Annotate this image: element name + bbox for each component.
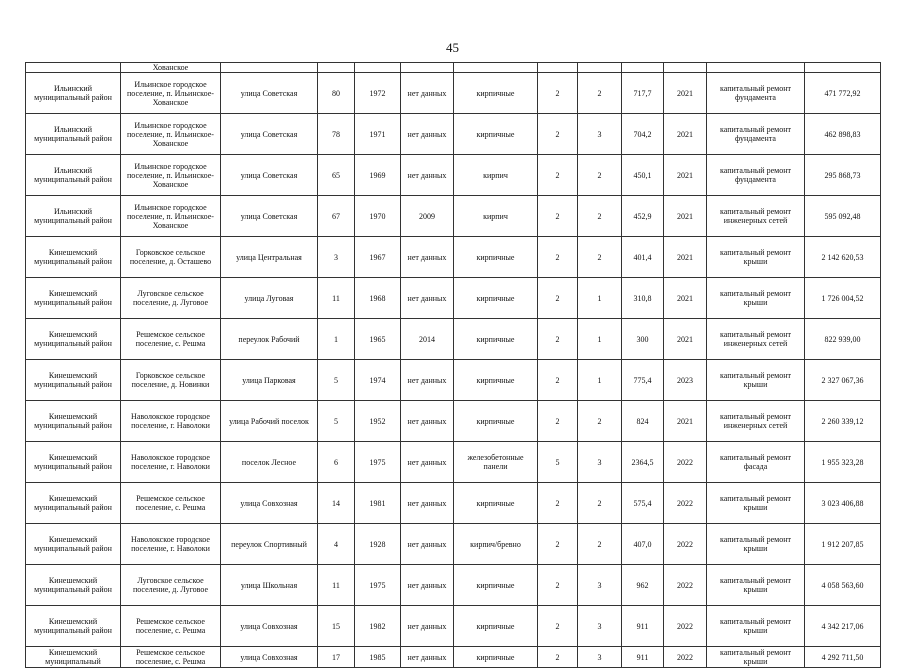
cell-district: Ильинский муниципальный район — [26, 155, 121, 196]
cell-settlement: Горковское сельское поселение, д. Осташево — [121, 237, 221, 278]
cell-cost: 4 292 711,50 — [805, 647, 881, 668]
cell-walls: кирпичные — [454, 237, 538, 278]
cell-built: 1975 — [355, 442, 401, 483]
cell-settlement: Наволокское городское поселение, г. Наволоки — [121, 524, 221, 565]
cell-entrances: 2 — [578, 155, 622, 196]
cell-house: 14 — [318, 483, 355, 524]
cell-work: капитальный ремонт фасада — [707, 442, 805, 483]
cell-area: 401,4 — [622, 237, 664, 278]
cell-street: улица Совхозная — [221, 647, 318, 668]
cell-year: 2022 — [664, 647, 707, 668]
cell-walls: кирпичные — [454, 565, 538, 606]
cell-floors: 2 — [538, 319, 578, 360]
cell-house: 80 — [318, 73, 355, 114]
cell-settlement: Ильинское городское поселение, п. Ильинское-Хованское — [121, 114, 221, 155]
cell-area: 300 — [622, 319, 664, 360]
cell-district: Кинешемский муниципальный район — [26, 237, 121, 278]
cell-cost: 1 912 207,85 — [805, 524, 881, 565]
cell-work: капитальный ремонт инженерных сетей — [707, 401, 805, 442]
table-row — [26, 360, 881, 401]
cell-cost: 3 023 406,88 — [805, 483, 881, 524]
cell-street: улица Совхозная — [221, 483, 318, 524]
cell-year: 2021 — [664, 401, 707, 442]
cell-reconstructed: нет данных — [401, 565, 454, 606]
cell-house: 5 — [318, 401, 355, 442]
cell-reconstructed: нет данных — [401, 237, 454, 278]
cell-area: 717,7 — [622, 73, 664, 114]
cell-area: 450,1 — [622, 155, 664, 196]
cell-settlement: Решемское сельское поселение, с. Решма — [121, 483, 221, 524]
cell-year: 2023 — [664, 360, 707, 401]
cell-walls: кирпич — [454, 155, 538, 196]
cell-year: 2022 — [664, 565, 707, 606]
cell-entrances: 3 — [578, 442, 622, 483]
cell-area: 310,8 — [622, 278, 664, 319]
cell-settlement: Ильинское городское поселение, п. Ильинское-Хованское — [121, 73, 221, 114]
cell-work: капитальный ремонт крыши — [707, 524, 805, 565]
cell-reconstructed: нет данных — [401, 360, 454, 401]
cell-house: 4 — [318, 524, 355, 565]
cell-district: Ильинский муниципальный район — [26, 114, 121, 155]
cell-year: 2022 — [664, 606, 707, 647]
cell-built: 1969 — [355, 155, 401, 196]
cell-district: Ильинский муниципальный район — [26, 196, 121, 237]
cell-cost: 2 327 067,36 — [805, 360, 881, 401]
cell-cost: 471 772,92 — [805, 73, 881, 114]
cell-floors: 2 — [538, 565, 578, 606]
cell-walls: кирпичные — [454, 278, 538, 319]
cell-walls: кирпичные — [454, 319, 538, 360]
cell-entrances: 3 — [578, 647, 622, 668]
cell-year: 2022 — [664, 483, 707, 524]
cell-entrances: 2 — [578, 483, 622, 524]
cell-cost: 4 342 217,06 — [805, 606, 881, 647]
cell-reconstructed: нет данных — [401, 606, 454, 647]
cell-area: 962 — [622, 565, 664, 606]
cell-house: 17 — [318, 647, 355, 668]
cell-entrances: 1 — [578, 278, 622, 319]
cell-built: 1952 — [355, 401, 401, 442]
cell-walls: кирпич — [454, 196, 538, 237]
cell-work: капитальный ремонт крыши — [707, 606, 805, 647]
cell-house: 11 — [318, 278, 355, 319]
cell-district: Кинешемский муниципальный район — [26, 278, 121, 319]
cell-reconstructed: нет данных — [401, 442, 454, 483]
cell-built: 1967 — [355, 237, 401, 278]
cell-walls: кирпичные — [454, 647, 538, 668]
cell-house: 11 — [318, 565, 355, 606]
cell-year: 2021 — [664, 73, 707, 114]
cell-cost: 2 260 339,12 — [805, 401, 881, 442]
cell-street: переулок Рабочий — [221, 319, 318, 360]
cell-work: капитальный ремонт крыши — [707, 483, 805, 524]
cell-built: 1982 — [355, 606, 401, 647]
cell-year: 2022 — [664, 442, 707, 483]
cell-work: капитальный ремонт фундамента — [707, 114, 805, 155]
cell-reconstructed: нет данных — [401, 401, 454, 442]
cell-work: капитальный ремонт крыши — [707, 360, 805, 401]
cell-house: 78 — [318, 114, 355, 155]
cell-district: Кинешемский муниципальный район — [26, 360, 121, 401]
table-row — [26, 196, 881, 237]
cell-year: 2022 — [664, 524, 707, 565]
cell-cost: 822 939,00 — [805, 319, 881, 360]
cell-built: 1981 — [355, 483, 401, 524]
cell-floors: 2 — [538, 114, 578, 155]
cell-district: Кинешемский муниципальный район — [26, 401, 121, 442]
cell-floors: 2 — [538, 155, 578, 196]
cell-year: 2021 — [664, 155, 707, 196]
cell-cost: 462 898,83 — [805, 114, 881, 155]
cell-settlement: Решемское сельское поселение, с. Решма — [121, 319, 221, 360]
cell-built: 1928 — [355, 524, 401, 565]
table-row — [26, 278, 881, 319]
cell-year: 2021 — [664, 196, 707, 237]
cell-floors: 2 — [538, 606, 578, 647]
cell-area: 2364,5 — [622, 442, 664, 483]
cell-reconstructed: нет данных — [401, 114, 454, 155]
cell-cost: 4 058 563,60 — [805, 565, 881, 606]
cell-settlement: Луговское сельское поселение, д. Луговое — [121, 278, 221, 319]
cell-entrances: 2 — [578, 196, 622, 237]
cell-entrances: 2 — [578, 237, 622, 278]
cell-floors: 2 — [538, 278, 578, 319]
table-row — [26, 73, 881, 114]
table-row — [26, 647, 881, 668]
cell-house: 1 — [318, 319, 355, 360]
cell-entrances: 2 — [578, 524, 622, 565]
cell-floors: 2 — [538, 647, 578, 668]
cell-street: улица Школьная — [221, 565, 318, 606]
cell-reconstructed: нет данных — [401, 483, 454, 524]
cell-district: Кинешемский муниципальный — [26, 647, 121, 668]
cell-street: улица Советская — [221, 155, 318, 196]
cell-street: улица Совхозная — [221, 606, 318, 647]
cell-settlement: Наволокское городское поселение, г. Наволоки — [121, 401, 221, 442]
table-row-continuation — [26, 63, 881, 73]
cell-built: 1965 — [355, 319, 401, 360]
cell-walls: кирпич/бревно — [454, 524, 538, 565]
cell-area: 452,9 — [622, 196, 664, 237]
cell-settlement: Ильинское городское поселение, п. Ильинское-Хованское — [121, 155, 221, 196]
cell-reconstructed: нет данных — [401, 278, 454, 319]
cell-district: Ильинский муниципальный район — [26, 73, 121, 114]
cell-area: 775,4 — [622, 360, 664, 401]
cell-work: капитальный ремонт фундамента — [707, 155, 805, 196]
cell-house: 65 — [318, 155, 355, 196]
cell-house: 67 — [318, 196, 355, 237]
cell-walls: кирпичные — [454, 606, 538, 647]
cell-walls: кирпичные — [454, 73, 538, 114]
cell-cost: 295 868,73 — [805, 155, 881, 196]
cell-walls: кирпичные — [454, 114, 538, 155]
cell-entrances: 2 — [578, 401, 622, 442]
cell-district: Кинешемский муниципальный район — [26, 319, 121, 360]
cell-area: 407,0 — [622, 524, 664, 565]
cell-entrances: 3 — [578, 565, 622, 606]
cell-area: 704,2 — [622, 114, 664, 155]
cell-street: улица Советская — [221, 114, 318, 155]
cell-reconstructed: нет данных — [401, 155, 454, 196]
cell-built: 1975 — [355, 565, 401, 606]
cell-built: 1972 — [355, 73, 401, 114]
cell-area: 911 — [622, 606, 664, 647]
cell-year: 2021 — [664, 319, 707, 360]
cell-street: улица Парковая — [221, 360, 318, 401]
cell-settlement: Наволокское городское поселение, г. Наволоки — [121, 442, 221, 483]
cell-reconstructed: нет данных — [401, 647, 454, 668]
cell-settlement: Ильинское городское поселение, п. Ильинское-Хованское — [121, 196, 221, 237]
cell-year: 2021 — [664, 278, 707, 319]
cell-walls: железобетонные панели — [454, 442, 538, 483]
cell-street: улица Центральная — [221, 237, 318, 278]
cell-work: капитальный ремонт крыши — [707, 565, 805, 606]
table-row — [26, 114, 881, 155]
cell-house: 6 — [318, 442, 355, 483]
table-row — [26, 401, 881, 442]
cell-entrances: 1 — [578, 360, 622, 401]
cell-settlement: Луговское сельское поселение, д. Луговое — [121, 565, 221, 606]
cell-cost: 1 726 004,52 — [805, 278, 881, 319]
cell-work: капитальный ремонт крыши — [707, 278, 805, 319]
cell-floors: 2 — [538, 360, 578, 401]
cell-street: улица Рабочий поселок — [221, 401, 318, 442]
cell-settlement: Горковское сельское поселение, д. Новинки — [121, 360, 221, 401]
cell-work: капитальный ремонт крыши — [707, 647, 805, 668]
cell-work: капитальный ремонт фундамента — [707, 73, 805, 114]
cell-house: 3 — [318, 237, 355, 278]
cell-built: 1971 — [355, 114, 401, 155]
cell-work: капитальный ремонт крыши — [707, 237, 805, 278]
cell-street: поселок Лесное — [221, 442, 318, 483]
cell-settlement: Решемское сельское поселение, с. Решма — [121, 647, 221, 668]
cell-entrances: 3 — [578, 606, 622, 647]
cell-house: 15 — [318, 606, 355, 647]
cell-floors: 2 — [538, 524, 578, 565]
cell-work: капитальный ремонт инженерных сетей — [707, 319, 805, 360]
cell-walls: кирпичные — [454, 360, 538, 401]
cell-floors: 5 — [538, 442, 578, 483]
cell-built: 1970 — [355, 196, 401, 237]
cell-built: 1974 — [355, 360, 401, 401]
cell-floors: 2 — [538, 196, 578, 237]
cell-floors: 2 — [538, 401, 578, 442]
cell-area: 575,4 — [622, 483, 664, 524]
cell-area: 911 — [622, 647, 664, 668]
cell-floors: 2 — [538, 237, 578, 278]
housing-repair-table — [25, 62, 881, 668]
cell-reconstructed: нет данных — [401, 73, 454, 114]
cell-year: 2021 — [664, 114, 707, 155]
cell-cost: 1 955 323,28 — [805, 442, 881, 483]
table-row — [26, 155, 881, 196]
cell-settlement: Решемское сельское поселение, с. Решма — [121, 606, 221, 647]
cell-settlement: Хованское — [121, 63, 221, 73]
cell-entrances: 2 — [578, 73, 622, 114]
cell-street: улица Советская — [221, 196, 318, 237]
cell-entrances: 3 — [578, 114, 622, 155]
cell-work: капитальный ремонт инженерных сетей — [707, 196, 805, 237]
cell-street: улица Луговая — [221, 278, 318, 319]
cell-street: улица Советская — [221, 73, 318, 114]
cell-house: 5 — [318, 360, 355, 401]
cell-entrances: 1 — [578, 319, 622, 360]
cell-year: 2021 — [664, 237, 707, 278]
table-row — [26, 606, 881, 647]
cell-reconstructed: нет данных — [401, 524, 454, 565]
cell-walls: кирпичные — [454, 483, 538, 524]
cell-walls: кирпичные — [454, 401, 538, 442]
cell-district: Кинешемский муниципальный район — [26, 606, 121, 647]
cell-district: Кинешемский муниципальный район — [26, 483, 121, 524]
cell-floors: 2 — [538, 73, 578, 114]
cell-district: Кинешемский муниципальный район — [26, 442, 121, 483]
page-number: 45 — [446, 40, 459, 55]
cell-cost: 2 142 620,53 — [805, 237, 881, 278]
cell-built: 1968 — [355, 278, 401, 319]
cell-area: 824 — [622, 401, 664, 442]
cell-built: 1985 — [355, 647, 401, 668]
cell-reconstructed: 2014 — [401, 319, 454, 360]
table-row — [26, 319, 881, 360]
cell-reconstructed: 2009 — [401, 196, 454, 237]
cell-district: Кинешемский муниципальный район — [26, 524, 121, 565]
cell-cost: 595 092,48 — [805, 196, 881, 237]
table-row — [26, 237, 881, 278]
table-row — [26, 565, 881, 606]
cell-floors: 2 — [538, 483, 578, 524]
table-row — [26, 442, 881, 483]
cell-district: Кинешемский муниципальный район — [26, 565, 121, 606]
table-row — [26, 524, 881, 565]
table-row — [26, 483, 881, 524]
cell-street: переулок Спортивный — [221, 524, 318, 565]
